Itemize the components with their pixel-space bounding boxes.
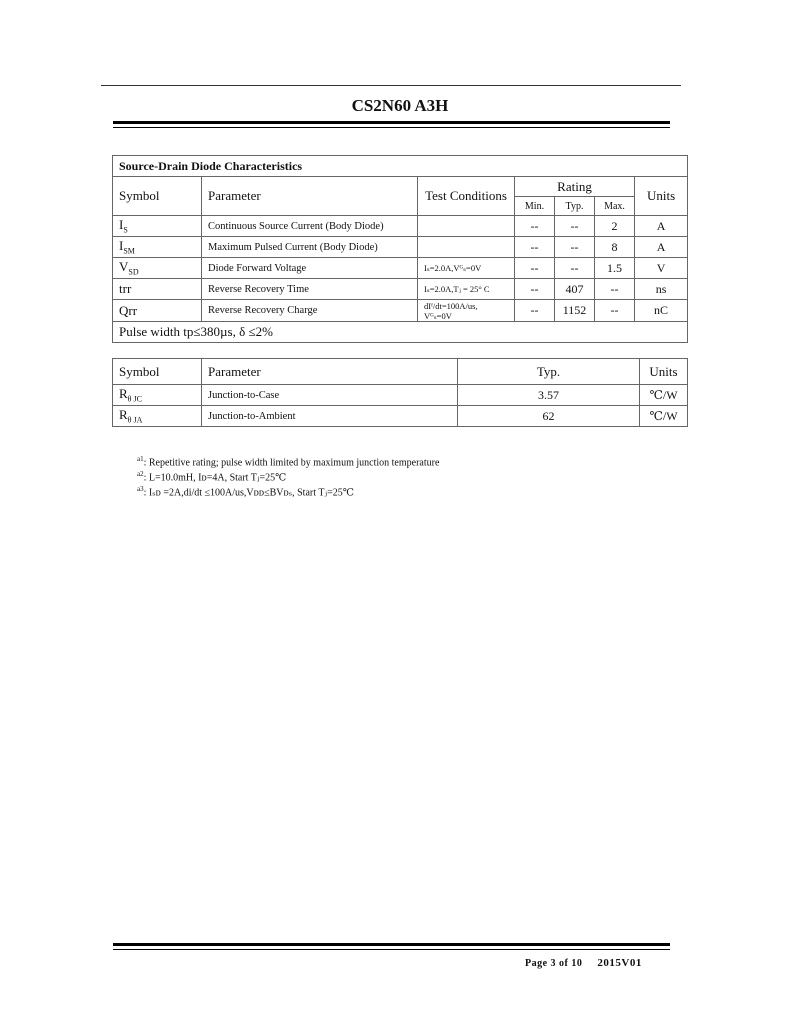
header-units: Units [640,359,688,385]
parameter-cell: Reverse Recovery Time [202,279,418,300]
unit-cell: A [635,216,688,237]
header-symbol: Symbol [113,177,202,216]
table-row [113,406,688,427]
max-cell: -- [595,300,635,322]
min-cell: -- [515,258,555,279]
table-row [113,300,688,322]
table-row [113,237,688,258]
document-title: CS2N60 A3H [351,96,449,115]
max-cell: 2 [595,216,635,237]
header-units: Units [635,177,688,216]
min-cell: -- [515,237,555,258]
header-bar-thin [113,127,670,128]
unit-cell: ℃/W [640,385,688,406]
header-min: Min. [515,197,555,216]
header-max: Max. [595,197,635,216]
table-row [113,279,688,300]
parameter-cell: Maximum Pulsed Current (Body Diode) [202,237,418,258]
header-parameter: Parameter [202,359,458,385]
header-parameter: Parameter [202,177,418,216]
symbol-cell: Qrr [113,300,202,322]
parameter-cell: Reverse Recovery Charge [202,300,418,322]
table-row [113,216,688,237]
parameter-cell: Continuous Source Current (Body Diode) [202,216,418,237]
table-row [113,258,688,279]
page-number: Page 3 of 10 [525,958,583,969]
header-typ: Typ. [458,359,640,385]
max-cell: -- [595,279,635,300]
header-test-conditions: Test Conditions [418,177,515,216]
typ-cell: 3.57 [458,385,640,406]
parameter-cell: Junction-to-Case [202,385,458,406]
unit-cell: ns [635,279,688,300]
table-caption: Source-Drain Diode Characteristics [113,156,688,177]
note-a2: $^{a2}$: L=10.0mH, Iᴅ=4A, Start Tⱼ=25℃ [137,470,287,484]
max-cell: 8 [595,237,635,258]
typ-cell: 407 [555,279,595,300]
unit-cell: ℃/W [640,406,688,427]
condition-cell [418,216,515,237]
typ-cell: 62 [458,406,640,427]
header-rule [101,85,681,86]
min-cell: -- [515,300,555,322]
parameter-cell: Junction-to-Ambient [202,406,458,427]
header-bar-thick [113,121,670,124]
symbol-cell: trr [113,279,202,300]
header-rating: Rating [515,177,635,197]
symbol-cell: $V_{SD}$ [113,258,202,279]
symbol-cell: $I_{SM}$ [113,237,202,258]
header-typ: Typ. [555,197,595,216]
min-cell: -- [515,216,555,237]
condition-cell: Iₛ=2.0A,Tⱼ = 25° C [418,279,515,300]
typ-cell: -- [555,258,595,279]
header-symbol: Symbol [113,359,202,385]
parameter-cell: Diode Forward Voltage [202,258,418,279]
condition-cell: Iₛ=2.0A,Vᴳₛ=0V [418,258,515,279]
note-a3: $^{a3}$: Iₛᴅ =2A,di/dt ≤100A/us,Vᴅᴅ≤BVᴅₛ, Start Tⱼ=25℃ [137,485,354,499]
diode-characteristics-table [112,155,688,343]
symbol-cell: $R_{\theta JC}$ [113,385,202,406]
unit-cell: nC [635,300,688,322]
table-footnote: Pulse width tp≤380µs, δ ≤2% [113,322,688,343]
footer-bar-thick [113,943,670,946]
symbol-cell: $I_S$ [113,216,202,237]
min-cell: -- [515,279,555,300]
unit-cell: V [635,258,688,279]
condition-cell [418,237,515,258]
footer-bar-thin [113,949,670,950]
note-a1: $^{a1}$: Repetitive rating; pulse width limited by maximum junction temperature [137,455,440,469]
thermal-table [112,358,688,427]
condition-cell: dIᶠ/dt=100A/us, Vᴳₛ=0V [418,300,515,322]
table-row [113,385,688,406]
page-footer [525,957,642,969]
symbol-cell: $R_{\theta JA}$ [113,406,202,427]
typ-cell: 1152 [555,300,595,322]
max-cell: 1.5 [595,258,635,279]
typ-cell: -- [555,216,595,237]
version-label: 2015V01 [597,957,642,969]
unit-cell: A [635,237,688,258]
typ-cell: -- [555,237,595,258]
